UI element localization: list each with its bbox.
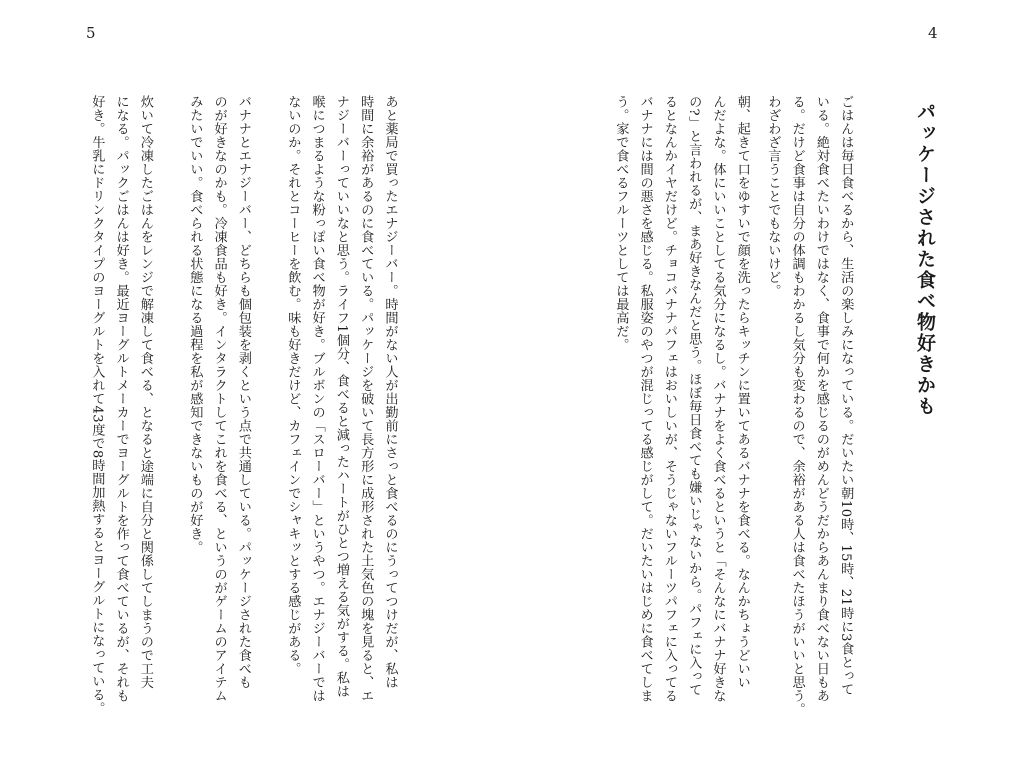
page-number-right: 4: [928, 24, 938, 42]
left-paragraph-3: 炊いて冷凍したごはんをレンジで解凍して食べる、となると途端に自分と関係してしまうので工夫 になる。パックごはんは好き。最近ヨーグルトメーカーでヨーグルトを作って食べているが、それも 好き。牛乳にドリンクタイプのヨーグルトを入れて43度で8時間加熱するとヨーグルトになっている。: [89, 95, 153, 716]
right-paragraph-1: ごはんは毎日食べるから、生活の楽しみになっている。だいたい朝10時、15時、21時に3食とって いる。絶対食べたいわけではなく、食事で何かを感じるのがめんどうだからあんまり食べない日もあ る。だけど食事は自分の体調もわかるし気分も変わるので、余裕がある人は食べたほうがいいと思う。 わざわざ言うことでもないけど。: [765, 95, 854, 716]
right-paragraph-2: 朝、起きて口をゆすいで顔を洗ったらキッチンに置いてあるバナナを食べる。なんかちょうどいい んだよな。体にいいことしてる気分になるし。バナナをよく食べるというと「そんなにバナナ好きな の?」と言われるが、まあ好きなんだと思う。ほぼ毎日食べても嫌いじゃないから。パフェに入って るとなんかイヤだけど。チョコバナナパフェはおいしいが、そうじゃないフルーツパフェに入ってる バナナには間の悪さを感じる。私服姿のやつが混じってる感じがして。だいたいはじめに食べてしま う。家で食べるフルーツとしては最高だ。: [613, 95, 750, 703]
left-paragraph-1: あと薬局で買ったエナジーバー。時間がない人が出勤前にさっと食べるのにうってつけだが、私は 時間に余裕があるのに食べている。パッケージを破いて長方形に成形された土気色の塊を見ると、エ ナジーバーっていいなと思う。ライフ1個分、食べると減ったハートがひとつ増える気がする。私は 喉につまるような粉っぽい食べ物が好き。ブルボンの「スローバー」というやつ。エナジーバーでは ないのか。それとコーヒーを飲む。味も好きだけど、カフェインでシャキッとする感じがある。: [285, 95, 398, 703]
left-paragraph-2: バナナとエナジーバー、どちらも個包装を剥くという点で共通している。パッケージされた食べも のが好きなのかも。冷凍食品も好き。インタラクトしてこれを食べる、というのがゲームのアイテム みたいでいい。食べられる状態になる過程を私が感知できないものが好き。: [187, 95, 251, 703]
page-number-left: 5: [86, 24, 96, 42]
chapter-title: パッケージされた食べ物好きかも: [914, 102, 936, 417]
